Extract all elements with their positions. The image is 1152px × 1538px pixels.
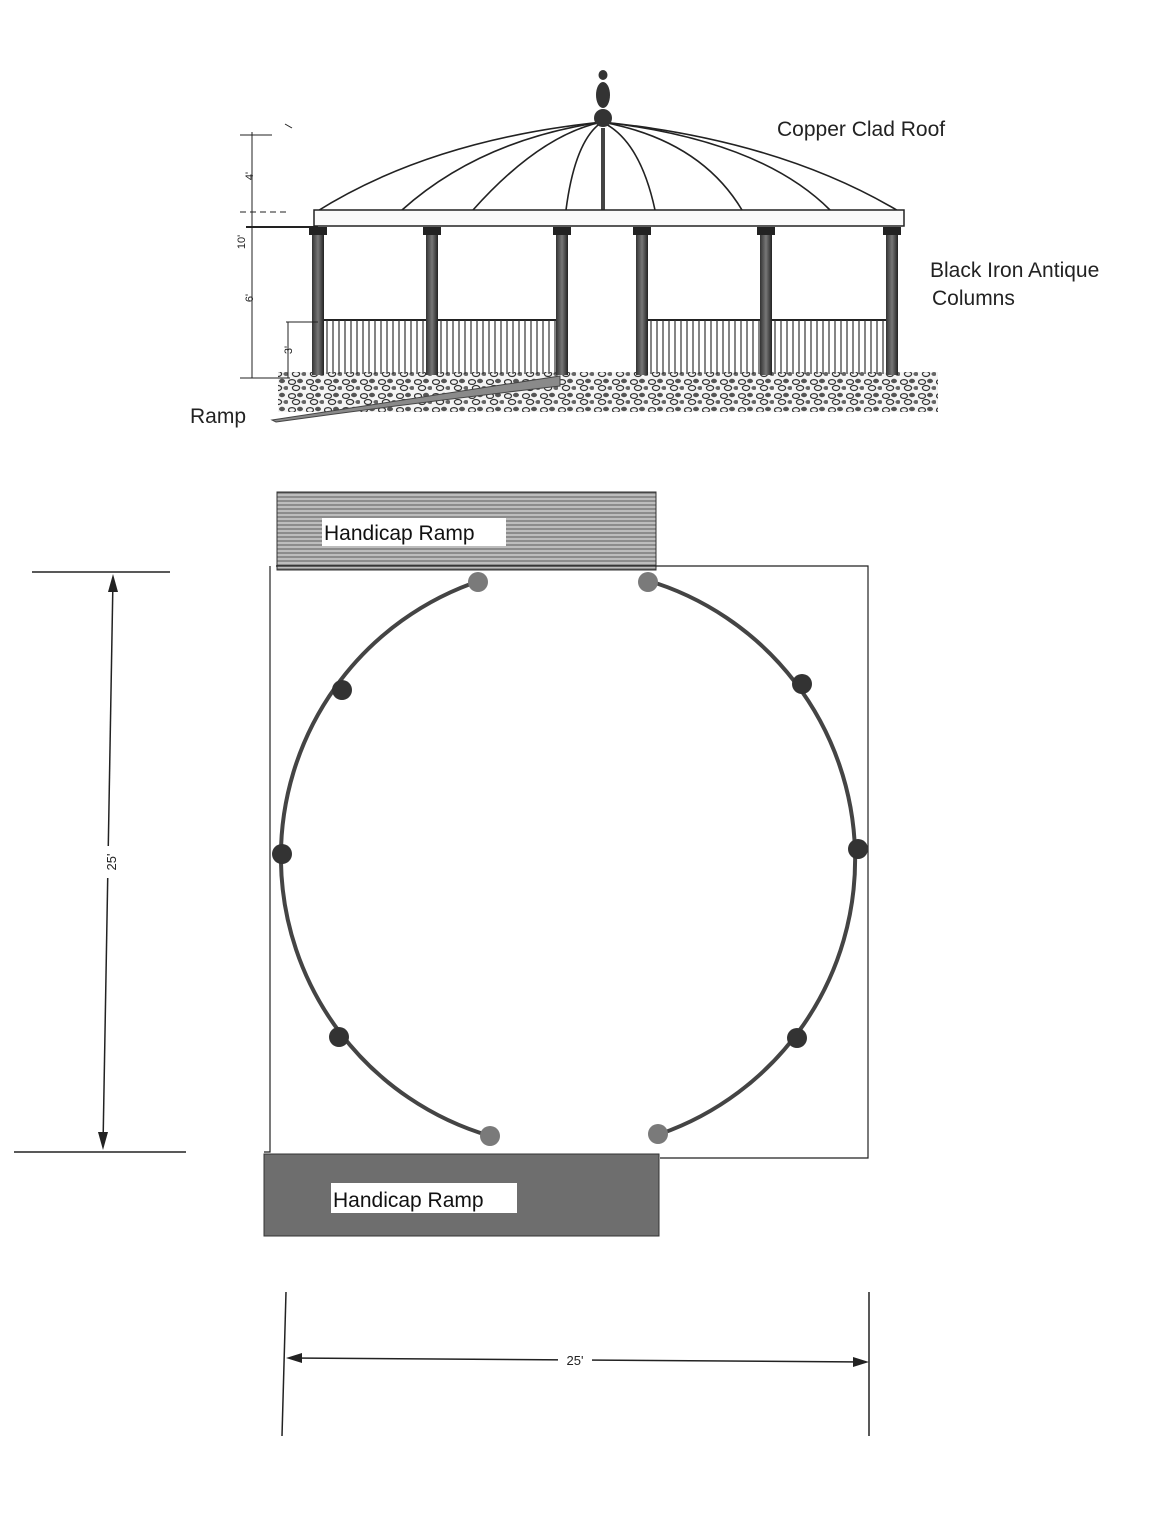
elevation-column bbox=[556, 227, 568, 375]
column-post bbox=[480, 1126, 500, 1146]
elevation-columns bbox=[309, 227, 901, 375]
column-post bbox=[329, 1027, 349, 1047]
column-capital bbox=[553, 227, 571, 235]
elevation-column bbox=[760, 227, 772, 375]
column-post bbox=[792, 674, 812, 694]
dim-rail-label: 3' bbox=[283, 345, 295, 355]
dim-roof-label: 4' bbox=[244, 171, 256, 181]
dim-total-label: 10' bbox=[236, 234, 248, 250]
plan-height-label: 25' bbox=[104, 853, 119, 871]
plan-view bbox=[14, 492, 869, 1436]
top-ramp-label: Handicap Ramp bbox=[324, 522, 475, 545]
elevation-column bbox=[426, 227, 438, 375]
column-post bbox=[638, 572, 658, 592]
elevation-column bbox=[636, 227, 648, 375]
gazebo-ring bbox=[281, 580, 855, 1136]
column-capital bbox=[757, 227, 775, 235]
deck-outline bbox=[264, 566, 868, 1158]
finial bbox=[594, 70, 612, 127]
column-post bbox=[848, 839, 868, 859]
railing-section bbox=[772, 320, 886, 374]
column-post bbox=[332, 680, 352, 700]
column-post bbox=[648, 1124, 668, 1144]
railing-section bbox=[438, 320, 556, 374]
column-post bbox=[272, 844, 292, 864]
columns-callout-line2: Columns bbox=[932, 287, 1015, 310]
plan-width-label: 25' bbox=[566, 1353, 584, 1368]
column-post bbox=[787, 1028, 807, 1048]
elevation-column bbox=[886, 227, 898, 375]
elevation-column bbox=[312, 227, 324, 375]
elevation-dimensions bbox=[240, 124, 318, 378]
dim-column-label: 6' bbox=[244, 293, 256, 303]
column-capital bbox=[633, 227, 651, 235]
roof-beam bbox=[314, 210, 904, 226]
roof-callout: Copper Clad Roof bbox=[777, 118, 946, 141]
columns-callout-line1: Black Iron Antique bbox=[930, 259, 1100, 282]
column-capital bbox=[423, 227, 441, 235]
column-capital bbox=[883, 227, 901, 235]
column-capital bbox=[309, 227, 327, 235]
column-post bbox=[468, 572, 488, 592]
ramp-callout: Ramp bbox=[190, 405, 247, 428]
railing-section bbox=[324, 320, 426, 374]
bottom-ramp-label: Handicap Ramp bbox=[333, 1189, 484, 1212]
railing-section bbox=[648, 320, 760, 374]
elevation-railings bbox=[324, 320, 886, 374]
elevation-view bbox=[190, 70, 1099, 428]
